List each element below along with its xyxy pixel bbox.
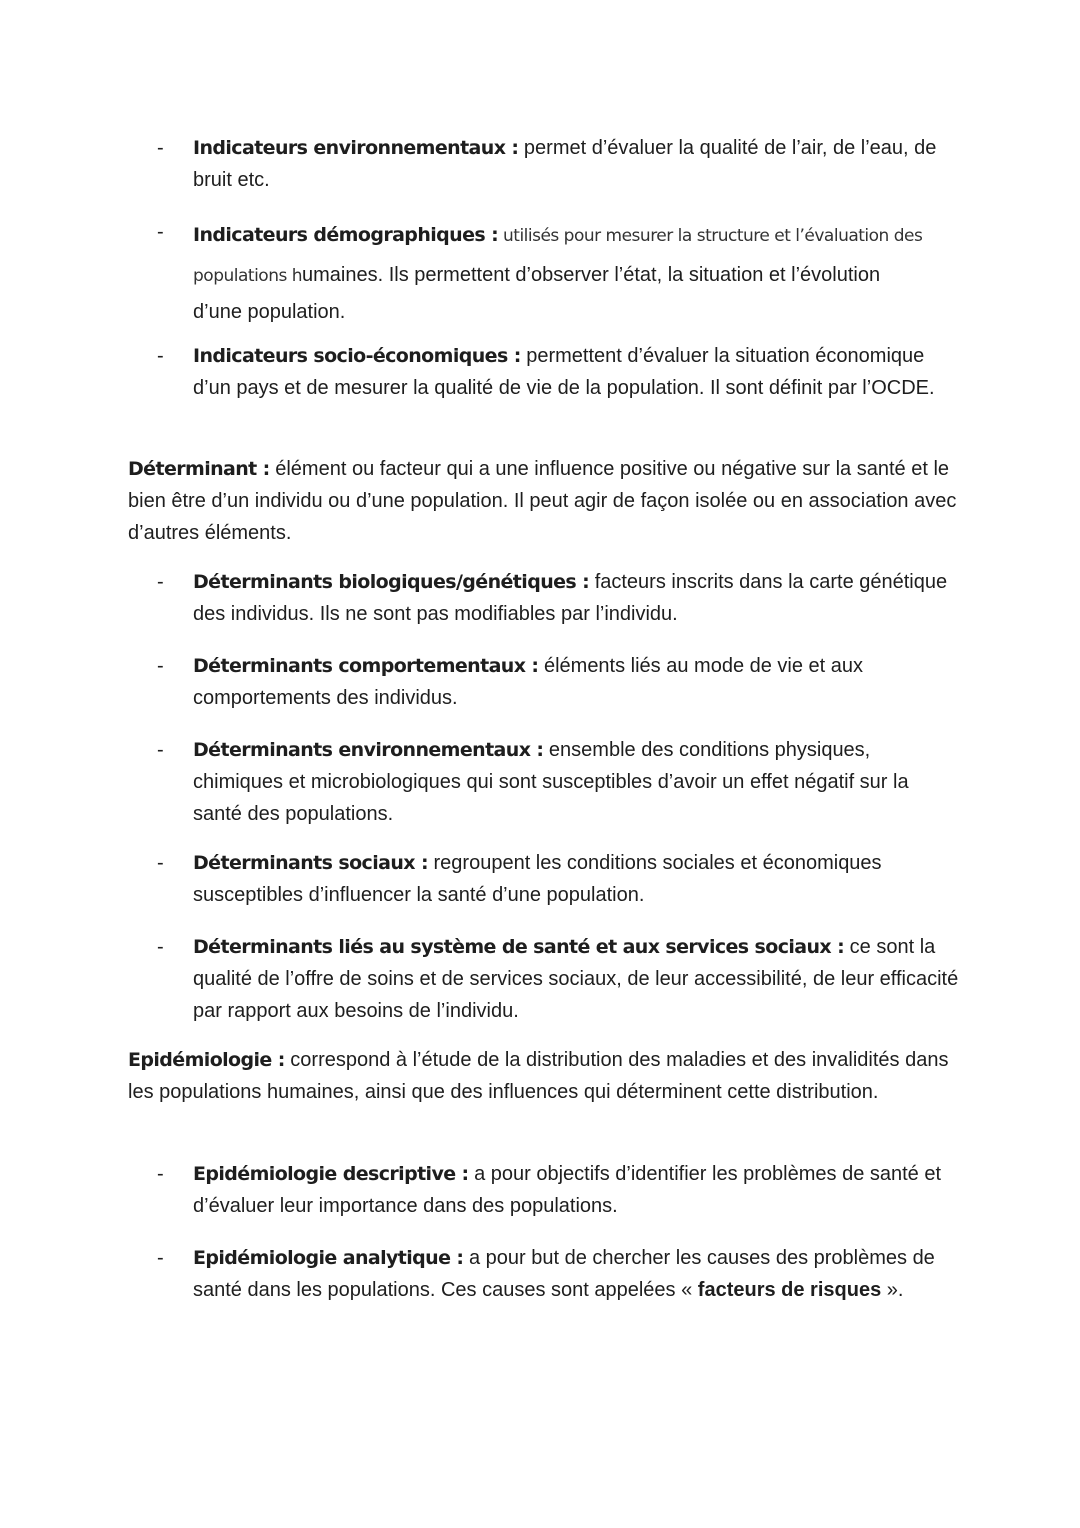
indicator-demographic	[157, 216, 933, 328]
determinant-environmental	[157, 734, 963, 830]
bullet-dash: -	[157, 345, 164, 367]
definition-epidemiologie	[128, 1044, 963, 1108]
definition: permet d’évaluer la qualité de l’air, de l’eau, de bruit etc.	[193, 137, 937, 191]
term: Indicateurs démographiques :	[193, 224, 499, 246]
definition-tail: ».	[881, 1279, 904, 1301]
bullet-dash: -	[157, 1163, 164, 1185]
term: Déterminants environnementaux :	[193, 739, 544, 761]
definition: élément ou facteur qui a une influence positive ou négative sur la santé et le bien être d’un individu ou d’une population. Il peut agir de façon isolée ou en association avec d’autres éléments.	[128, 458, 957, 544]
indicator-environmental	[157, 132, 963, 196]
definition: regroupent les conditions sociales et économiques susceptibles d’influencer la santé d’une population.	[193, 852, 882, 906]
definition: a pour objectifs d’identifier les problèmes de santé et d’évaluer leur importance dans des populations.	[193, 1163, 942, 1217]
epidemiologie-analytique	[157, 1242, 953, 1306]
epidemiologie-descriptive	[157, 1158, 963, 1222]
term: Epidémiologie descriptive :	[193, 1163, 469, 1185]
definition: umaines. Ils permettent d’observer l’état, la situation et l’évolution d’une population.	[193, 264, 881, 323]
term: Déterminants comportementaux :	[193, 655, 539, 677]
term: Déterminant :	[128, 458, 270, 480]
bullet-dash: -	[157, 221, 164, 243]
bullet-dash: -	[157, 852, 164, 874]
definition: a pour but de chercher les causes des problèmes de santé dans les populations. Ces causes sont appelées «	[193, 1247, 935, 1301]
determinant-biological	[157, 566, 963, 630]
term: Indicateurs environnementaux :	[193, 137, 519, 159]
bullet-dash: -	[157, 936, 164, 958]
determinant-health-system	[157, 931, 963, 1027]
term: Déterminants sociaux :	[193, 852, 428, 874]
definition-determinant	[128, 453, 963, 549]
term: Epidémiologie :	[128, 1049, 285, 1071]
bold-term: facteurs de risques	[697, 1279, 882, 1301]
definition: ensemble des conditions physiques, chimiques et microbiologiques qui sont susceptibles d’avoir un effet négatif sur la santé des populations.	[193, 739, 909, 825]
definition: éléments liés au mode de vie et aux comportements des individus.	[193, 655, 864, 709]
term: Déterminants biologiques/génétiques :	[193, 571, 590, 593]
determinant-social	[157, 847, 913, 911]
bullet-dash: -	[157, 571, 164, 593]
definition-handwritten: utilisés pour mesurer la structure et l’évaluation des populations h	[193, 226, 923, 286]
bullet-dash: -	[157, 739, 164, 761]
bullet-dash: -	[157, 137, 164, 159]
definition: permettent d’évaluer la situation économique d’un pays et de mesurer la qualité de vie de la population. Il sont définit par l’OCDE.	[193, 345, 935, 399]
definition: correspond à l’étude de la distribution des maladies et des invalidités dans les populations humaines, ainsi que des influences qui déterminent cette distribution.	[128, 1049, 949, 1103]
determinant-behavioral	[157, 650, 873, 714]
bullet-dash: -	[157, 1247, 164, 1269]
term: Déterminants liés au système de santé et aux services sociaux :	[193, 936, 845, 958]
bullet-dash: -	[157, 655, 164, 677]
term: Indicateurs socio-économiques :	[193, 345, 521, 367]
definition: ce sont la qualité de l’offre de soins et de services sociaux, de leur accessibilité, de leur efficacité par rapport aux besoins de l’individu.	[193, 936, 959, 1022]
term: Epidémiologie analytique :	[193, 1247, 464, 1269]
definition: facteurs inscrits dans la carte génétique des individus. Ils ne sont pas modifiables par l’individu.	[193, 571, 948, 625]
indicator-socioeconomic	[157, 340, 938, 404]
